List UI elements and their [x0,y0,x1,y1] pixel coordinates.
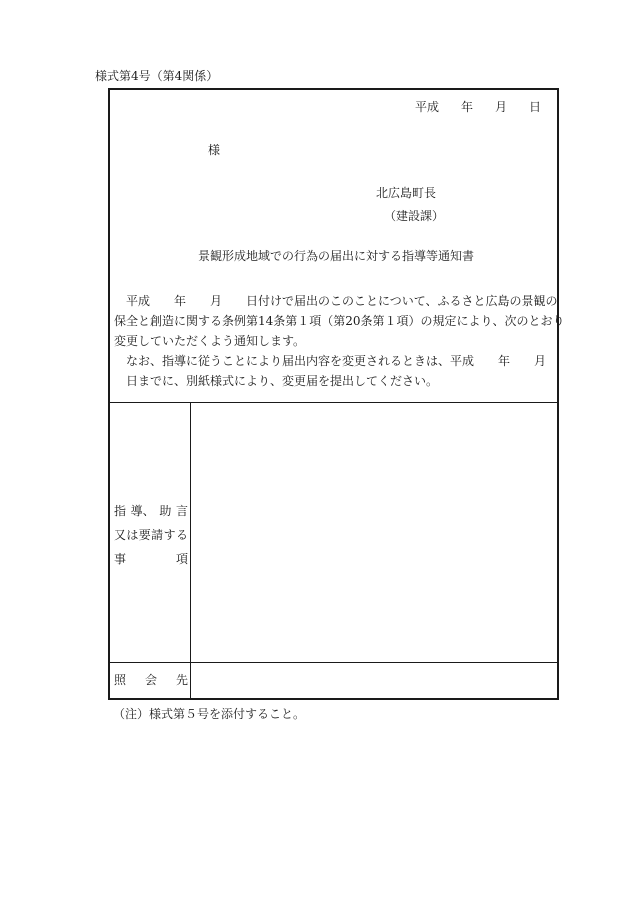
guidance-matters-field[interactable] [192,404,555,660]
addressee-suffix: 様 [208,143,221,157]
guidance-label-char: 言 [175,504,188,518]
guidance-label-char: 事 [114,552,127,566]
notice-form [108,88,565,700]
date-month: 月 [494,100,507,114]
guidance-label-char: 指 [114,504,127,518]
contact-label-char: 先 [175,673,188,687]
contact-label-char: 会 [144,673,157,687]
guidance-label-char: 要 [138,528,151,542]
body-line: 保全と創造に関する条例第14条第１項（第20条第１項）の規定により、次のとおり [114,314,565,328]
guidance-label-line [114,523,188,547]
date-era: 平成 [414,100,439,114]
guidance-label-line [114,547,188,571]
date-year: 年 [460,100,473,114]
form-number-label: 様式第4号（第4関係） [95,69,219,83]
issuer-name: 北広島町長 [376,186,437,200]
issuer-department: （建設課） [384,209,445,223]
date-line [415,99,541,115]
table-top-divider [110,402,557,403]
body-line: 変更していただくよう通知します。 [114,334,306,348]
date-day: 日 [528,100,541,114]
body-line: なお、指導に従うことにより届出内容を変更されるときは、平成 年 月 [114,354,547,368]
guidance-label-char: 項 [175,552,188,566]
table-row-divider [110,662,557,663]
contact-field[interactable] [192,664,555,696]
contact-label-char: 照 [114,673,127,687]
guidance-label-char: 助 [159,504,172,518]
contact-label [114,668,188,692]
guidance-label-line [114,499,188,523]
document-title: 景観形成地域での行為の届出に対する指導等通知書 [198,249,475,263]
body-line: 日までに、別紙様式により、変更届を提出してください。 [114,374,439,388]
guidance-label-char: 請 [151,528,164,542]
contact-label-line [114,668,188,692]
notice-body [114,291,565,391]
guidance-label-char: 導、 [130,504,155,518]
guidance-label-char: す [163,528,176,542]
body-line: 平成 年 月 日付けで届出のこのことについて、ふるさと広島の景観の [114,294,558,308]
guidance-label-char: る [175,528,188,542]
guidance-matters-label [114,499,188,571]
guidance-label-char: 又 [114,528,127,542]
attachment-note: （注）様式第５号を添付すること。 [113,707,306,721]
guidance-label-char: は [126,528,139,542]
table-column-divider [190,402,191,698]
